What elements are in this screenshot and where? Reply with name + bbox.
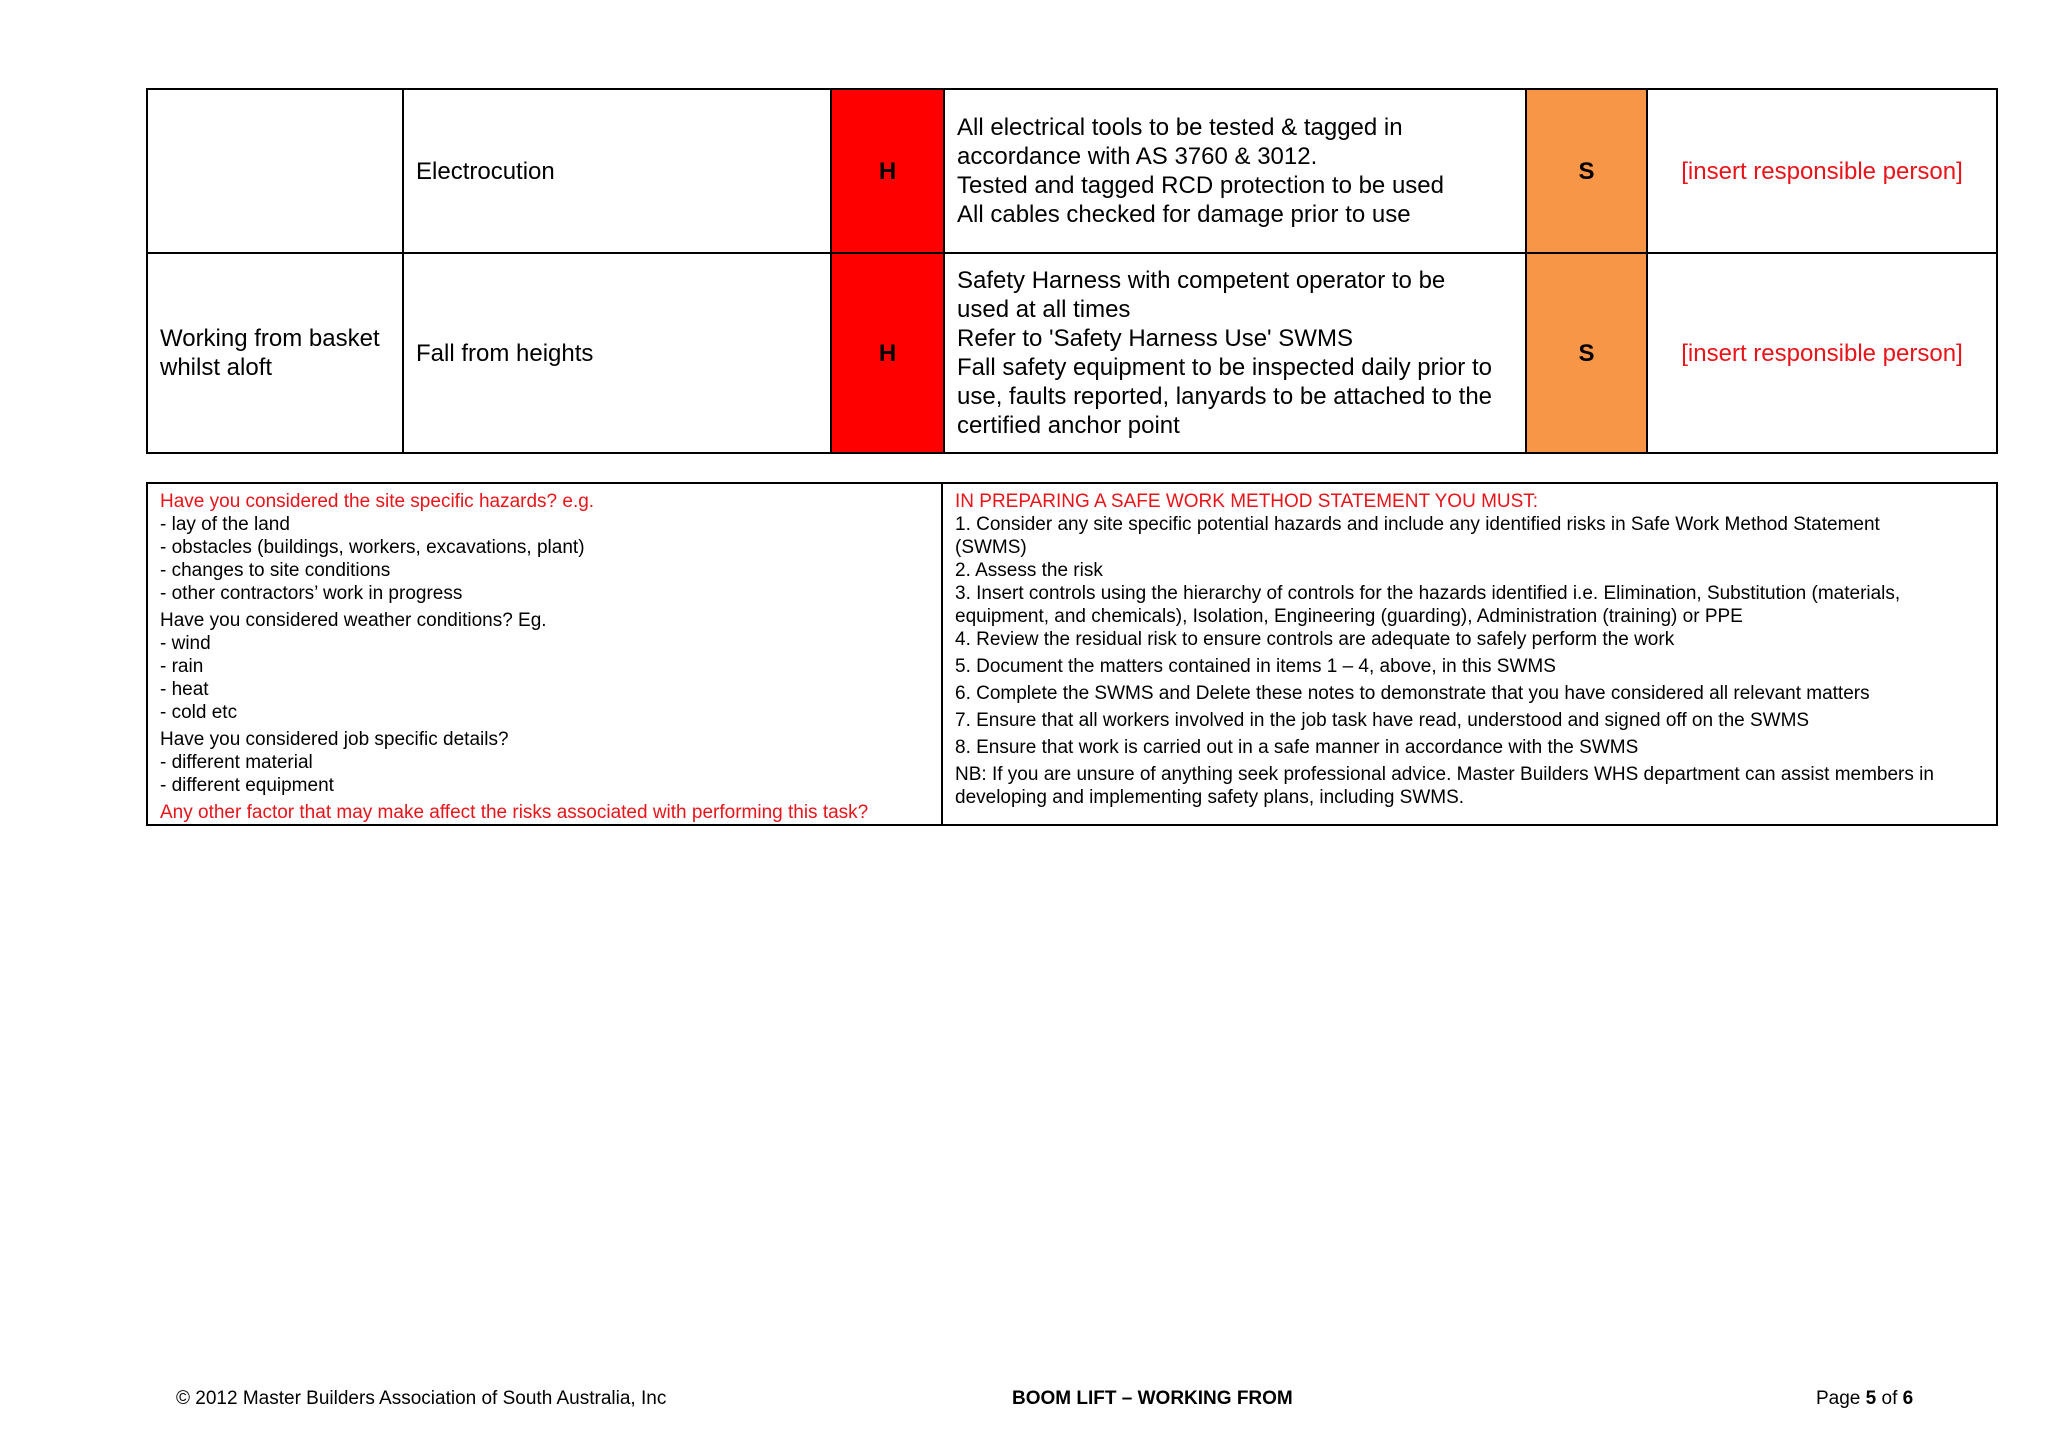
list-item: - obstacles (buildings, workers, excavations, plant) (160, 537, 585, 558)
control-line: accordance with AS 3760 & 3012. (957, 143, 1318, 170)
control-line: use, faults reported, lanyards to be attached to the (957, 383, 1493, 410)
list-item: equipment, and chemicals), Isolation, Engineering (guarding), Administration (training) or PPE (955, 606, 1743, 627)
control-line: All cables checked for damage prior to use (957, 201, 1411, 228)
table-row (147, 483, 1997, 825)
page-total: 6 (1902, 1388, 1914, 1409)
list-item: (SWMS) (955, 537, 1027, 558)
nb-note: NB: If you are unsure of anything seek professional advice. Master Builders WHS department can assist members in (955, 764, 1934, 785)
job-details-question: Have you considered job specific details? (160, 729, 509, 750)
nb-note: developing and implementing safety plans, including SWMS. (955, 787, 1465, 808)
swms-instructions-cell (942, 483, 1997, 825)
list-item: 5. Document the matters contained in items 1 – 4, above, in this SWMS (955, 656, 1556, 677)
swms-heading: IN PREPARING A SAFE WORK METHOD STATEMENT YOU MUST: (955, 491, 1539, 512)
page-of: of (1881, 1388, 1898, 1409)
list-item: - different material (160, 752, 313, 773)
activity-cell (147, 253, 403, 453)
list-item: - lay of the land (160, 514, 290, 535)
residual-risk-rating: S (1526, 253, 1647, 453)
footer-page-number (1816, 1387, 1913, 1411)
list-item: 3. Insert controls using the hierarchy of controls for the hazards identified i.e. Elimination, Substitution (materials, (955, 583, 1901, 604)
risk-assessment-table (146, 88, 1998, 454)
list-item: - rain (160, 656, 204, 677)
page-current: 5 (1865, 1388, 1877, 1409)
footer-copyright: © 2012 Master Builders Association of South Australia, Inc (176, 1388, 667, 1409)
activity-line: whilst aloft (160, 354, 273, 381)
page-label: Page (1816, 1388, 1861, 1409)
list-item: 8. Ensure that work is carried out in a safe manner in accordance with the SWMS (955, 737, 1639, 758)
residual-risk-rating: S (1526, 89, 1647, 253)
considerations-cell (147, 483, 942, 825)
activity-cell (147, 89, 403, 253)
list-item: - heat (160, 679, 209, 700)
swms-notes-table (146, 482, 1998, 826)
control-line: Refer to 'Safety Harness Use' SWMS (957, 325, 1353, 352)
list-item: - changes to site conditions (160, 560, 391, 581)
initial-risk-rating: H (831, 89, 944, 253)
control-line: used at all times (957, 296, 1131, 323)
list-item: 2. Assess the risk (955, 560, 1103, 581)
controls-cell (944, 253, 1526, 453)
table-row (147, 253, 1997, 453)
activity-line: Working from basket (160, 325, 380, 352)
control-line: All electrical tools to be tested & tagged in (957, 114, 1403, 141)
weather-question: Have you considered weather conditions? Eg. (160, 610, 547, 631)
controls-cell (944, 89, 1526, 253)
list-item: 6. Complete the SWMS and Delete these notes to demonstrate that you have considered all relevant matters (955, 683, 1870, 704)
control-line: certified anchor point (957, 412, 1180, 439)
list-item: - different equipment (160, 775, 334, 796)
control-line: Fall safety equipment to be inspected daily prior to (957, 354, 1492, 381)
footer-document-title: BOOM LIFT – WORKING FROM (1012, 1388, 1293, 1409)
responsible-person-cell: [insert responsible person] (1647, 253, 1997, 453)
control-line: Tested and tagged RCD protection to be used (957, 172, 1444, 199)
site-hazards-question: Have you considered the site specific hazards? e.g. (160, 491, 595, 512)
control-line: Safety Harness with competent operator to be (957, 267, 1446, 294)
hazard-cell: Fall from heights (403, 253, 831, 453)
list-item: 4. Review the residual risk to ensure controls are adequate to safely perform the work (955, 629, 1675, 650)
table-row (147, 89, 1997, 253)
initial-risk-rating: H (831, 253, 944, 453)
other-factor-question: Any other factor that may make affect the risks associated with performing this task? (160, 802, 869, 823)
list-item: 7. Ensure that all workers involved in the job task have read, understood and signed off on the SWMS (955, 710, 1810, 731)
hazard-cell: Electrocution (403, 89, 831, 253)
list-item: - cold etc (160, 702, 238, 723)
list-item: - wind (160, 633, 211, 654)
responsible-person-cell: [insert responsible person] (1647, 89, 1997, 253)
list-item: 1. Consider any site specific potential hazards and include any identified risks in Safe Work Method Statement (955, 514, 1880, 535)
list-item: - other contractors’ work in progress (160, 583, 463, 604)
